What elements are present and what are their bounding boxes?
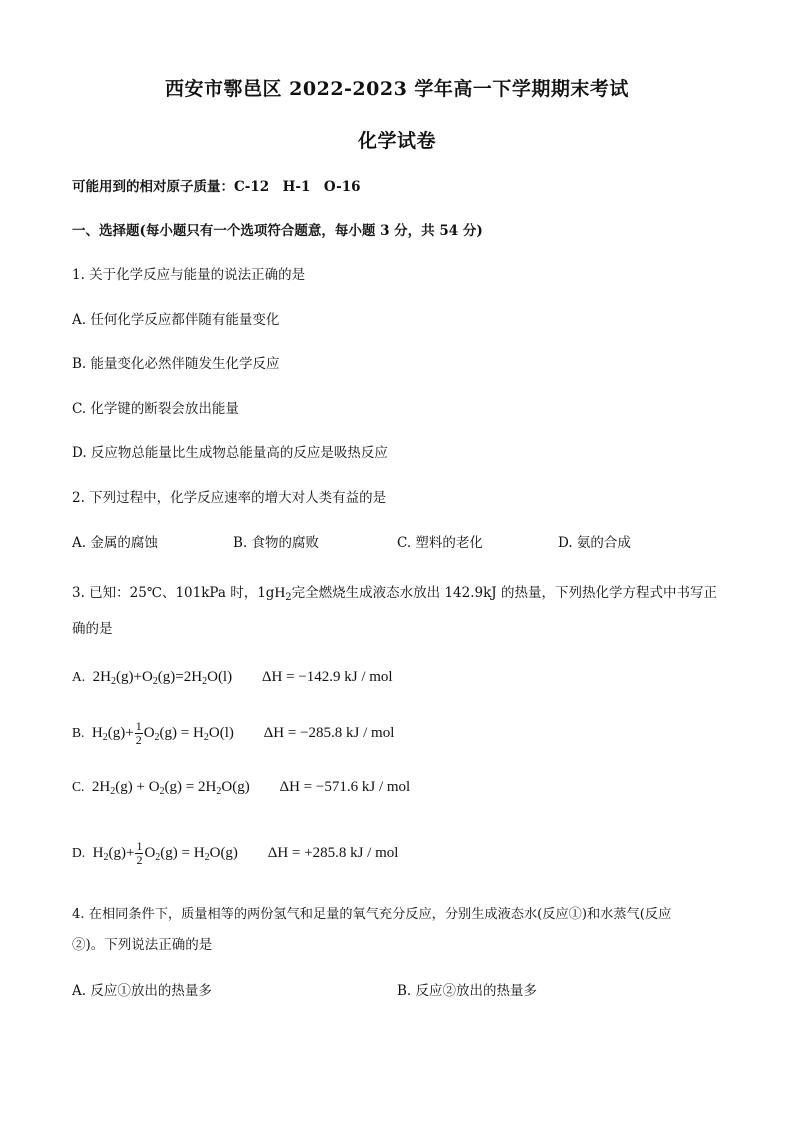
h2o: H <box>193 725 204 741</box>
numerator: 1 <box>135 719 142 734</box>
sub: 2 <box>110 786 116 797</box>
coef: 2 <box>198 779 206 795</box>
phase: (g) <box>115 779 133 795</box>
question-3-stem <box>72 584 717 607</box>
sub: 2 <box>202 676 208 687</box>
phase: (g) <box>107 725 126 741</box>
option-label: C. <box>72 779 85 794</box>
question-1-option-c: C. 化学键的断裂会放出能量 <box>72 401 239 417</box>
option-label: A. <box>72 669 86 684</box>
enthalpy-a: ΔH = −142.9 kJ / mol <box>261 669 393 685</box>
question-3-stem-line2: 确的是 <box>72 621 113 637</box>
sub: 2 <box>159 786 165 797</box>
question-2-option-d: D. 氨的合成 <box>558 535 631 551</box>
fraction <box>135 840 143 867</box>
numerator: 1 <box>136 839 143 854</box>
enthalpy-c: ΔH = −571.6 kJ / mol <box>279 779 411 795</box>
phase: (g) <box>164 779 183 795</box>
o2: O <box>148 779 160 795</box>
coef: 2 <box>92 669 101 685</box>
question-2-stem: 2. 下列过程中，化学反应速率的增大对人类有益的是 <box>72 490 387 506</box>
h2o: H <box>205 779 217 795</box>
hydrogen-subscript: 2 <box>285 592 292 603</box>
h2: H <box>92 845 104 861</box>
sub: 2 <box>103 852 109 863</box>
phase: (g) <box>220 845 238 861</box>
question-1-option-a: A. 任何化学反应都伴随有能量变化 <box>72 312 280 328</box>
h2: H <box>99 779 111 795</box>
o2: O <box>143 725 155 741</box>
o2: O <box>144 845 156 861</box>
o2: O <box>141 669 153 685</box>
question-4-option-a: A. 反应①放出的热量多 <box>72 983 212 999</box>
atomic-mass-note: 可能用到的相对原子质量：C-12 H-1 O-16 <box>72 179 361 195</box>
coef: 2 <box>91 779 100 795</box>
option-label: B. <box>72 725 85 740</box>
question-3-option-d: D. $H_2(g)+$ $\frac{1}{2}$ $O_2(g) = H_2O(g) \Delta H = +285.8$ kJ / mol <box>72 839 399 868</box>
o: O <box>207 669 218 685</box>
question-3-option-c: C. $2H_2(g) + O_2(g) = 2H_2O(g) \Delta H = -571.6$ kJ / mol <box>72 779 411 797</box>
question-2-option-b: B. 食物的腐败 <box>233 535 320 551</box>
denominator: 2 <box>136 853 143 868</box>
phase: (l) <box>217 669 233 685</box>
phase: (g) <box>115 669 134 685</box>
question-1-option-d: D. 反应物总能量比生成物总能量高的反应是吸热反应 <box>72 445 388 461</box>
h2: H <box>91 725 103 741</box>
coef: 2 <box>183 669 192 685</box>
question-4-stem: 4. 在相同条件下，质量相等的两份氢气和足量的氧气充分反应，分别生成液态水(反应①)和水蒸气(反应 <box>72 907 672 922</box>
phase: (g) <box>159 725 178 741</box>
question-1-stem: 1. 关于化学反应与能量的说法正确的是 <box>72 267 306 283</box>
sub: 2 <box>203 732 209 743</box>
phase: (g) <box>157 669 176 685</box>
h2: H <box>100 669 111 685</box>
question-3-stem-pre: 3. 已知：25℃、101kPa 时，1g <box>72 585 275 601</box>
sub: 2 <box>204 852 210 863</box>
exam-title: 西安市鄠邑区 2022-2023 学年高一下学期期末考试 <box>165 78 629 100</box>
sub: 2 <box>110 676 116 687</box>
sub: 2 <box>102 732 108 743</box>
question-3-option-b: B. $H_2(g)+$ $\frac{1}{2}$ $O_2(g) = H_2O(l) \Delta H = -285.8$ kJ / mol <box>72 719 395 748</box>
sub: 2 <box>152 676 158 687</box>
question-1-option-b: B. 能量变化必然伴随发生化学反应 <box>72 356 280 372</box>
phase: (g) <box>160 845 178 861</box>
hydrogen-symbol: H <box>274 585 286 601</box>
question-2-option-c: C. 塑料的老化 <box>397 535 483 551</box>
o: O <box>208 725 220 741</box>
phase: (g) <box>232 779 250 795</box>
denominator: 2 <box>135 733 142 748</box>
enthalpy-b: ΔH = −285.8 kJ / mol <box>263 725 395 741</box>
enthalpy-d: ΔH = +285.8 kJ / mol <box>267 845 399 861</box>
phase: (l) <box>219 725 234 741</box>
h2o: H <box>193 845 205 861</box>
question-2-option-a: A. 金属的腐蚀 <box>72 535 158 551</box>
sub: 2 <box>154 732 160 743</box>
o: O <box>221 779 233 795</box>
sub: 2 <box>216 786 222 797</box>
exam-subtitle: 化学试卷 <box>357 130 436 152</box>
h2o: H <box>191 669 203 685</box>
question-4-stem-line2: ②)。下列说法正确的是 <box>72 937 213 953</box>
o: O <box>209 845 221 861</box>
sub: 2 <box>155 852 161 863</box>
question-4-option-b: B. 反应②放出的热量多 <box>397 983 538 999</box>
option-label: D. <box>72 845 86 860</box>
question-3-stem-post: 完全燃烧生成液态水放出 142.9kJ 的热量，下列热化学方程式中书写正 <box>291 585 717 601</box>
section-heading: 一、选择题(每小题只有一个选项符合题意，每小题 3 分，共 54 分) <box>72 223 483 239</box>
phase: (g) <box>108 845 126 861</box>
question-3-option-a: A. $2H_2(g)+O_2(g)=2H_2O(l) \Delta H = -142.9$ kJ / mol <box>72 669 393 687</box>
fraction <box>135 720 143 747</box>
